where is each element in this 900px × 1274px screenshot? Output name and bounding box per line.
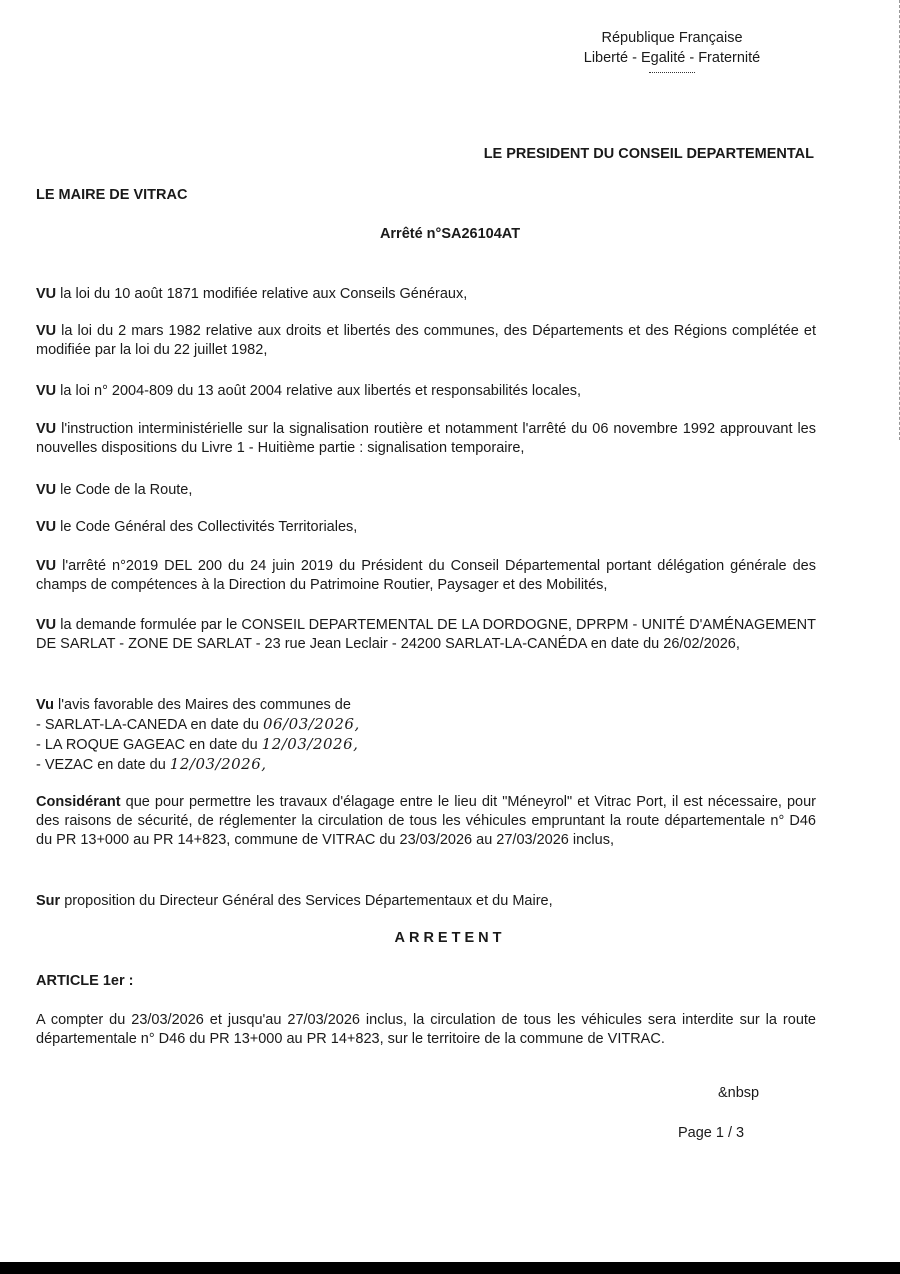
vu-paragraph: VU l'instruction interministérielle sur la signalisation routière et notamment l'arrêté du 06 novembre 1992 approuvant les nouvelles dispositions du Livre 1 - Huitième partie : signalisation temporaire,: [36, 421, 816, 456]
article-1-title: ARTICLE 1er :: [36, 973, 134, 989]
vu-paragraph: VU la demande formulée par le CONSEIL DEPARTEMENTAL DE LA DORDOGNE, DPRPM - UNITÉ D'AMÉNAGEMENT DE SARLAT - ZONE DE SARLAT - 23 rue Jean Leclair - 24200 SARLAT-LA-CANÉDA en date du 26/02/2026,: [36, 617, 816, 652]
vu-paragraph: VU la loi du 2 mars 1982 relative aux droits et libertés des communes, des Départements et des Régions complétée et modifiée par la loi du 22 juillet 1982,: [36, 323, 816, 358]
stray-entity-text: &nbsp: [718, 1085, 760, 1101]
avis-item: - VEZAC en date du 12/03/2026,: [36, 755, 267, 773]
arretent-heading: ARRETENT: [394, 930, 506, 946]
considerant-paragraph: Considérant que pour permettre les travaux d'élagage entre le lieu dit "Méneyrol" et Vitrac Port, il est nécessaire, pour des raisons de sécurité, de réglementer la circulation de tous les véhicules empruntant la route départementale n° D46 du PR 13+000 au PR 14+823, commune de VITRAC du 23/03/2026 au 27/03/2026 inclus,: [36, 794, 816, 848]
vu-paragraph: VU la loi n° 2004-809 du 13 août 2004 relative aux libertés et responsabilités locales,: [36, 383, 582, 399]
sur-proposition: Sur proposition du Directeur Général des Services Départementaux et du Maire,: [36, 893, 553, 909]
scan-bottom-bar: [0, 1262, 900, 1274]
arrete-number: Arrêté n°SA26104AT: [379, 226, 521, 242]
vu-paragraph: VU la loi du 10 août 1871 modifiée relative aux Conseils Généraux,: [36, 286, 468, 302]
avis-intro: Vu l'avis favorable des Maires des communes de: [36, 697, 351, 713]
article-1-text: A compter du 23/03/2026 et jusqu'au 27/03/2026 inclus, la circulation de tous les véhicules sera interdite sur la route départementale n° D46 du PR 13+000 au PR 14+823, sur le territoire de la commune de VITRAC.: [36, 1012, 816, 1047]
vu-paragraph: VU le Code de la Route,: [36, 482, 193, 498]
avis-block: [36, 696, 816, 775]
republic-motto: Liberté - Egalité - Fraternité: [583, 50, 761, 66]
republic-name: République Française: [601, 30, 743, 46]
vu-paragraph: VU le Code Général des Collectivités Territoriales,: [36, 519, 358, 535]
avis-item: - LA ROQUE GAGEAC en date du 12/03/2026,: [36, 735, 359, 753]
handwritten-date: 06/03/2026,: [263, 715, 360, 733]
avis-item: - SARLAT-LA-CANEDA en date du 06/03/2026,: [36, 715, 360, 733]
handwritten-date: 12/03/2026,: [261, 735, 359, 753]
page-number: Page 1 / 3: [678, 1125, 745, 1141]
republic-header: [542, 28, 802, 73]
handwritten-date: 12/03/2026,: [169, 755, 267, 773]
scan-edge: [896, 0, 900, 440]
header-separator: [649, 72, 695, 73]
maire-heading: LE MAIRE DE VITRAC: [36, 187, 188, 203]
vu-paragraph: VU l'arrêté n°2019 DEL 200 du 24 juin 2019 du Président du Conseil Départemental portant délégation générale des champs de compétences à la Direction du Patrimoine Routier, Paysager et des Mobilités,: [36, 558, 816, 593]
president-heading: LE PRESIDENT DU CONSEIL DEPARTEMENTAL: [483, 146, 814, 162]
